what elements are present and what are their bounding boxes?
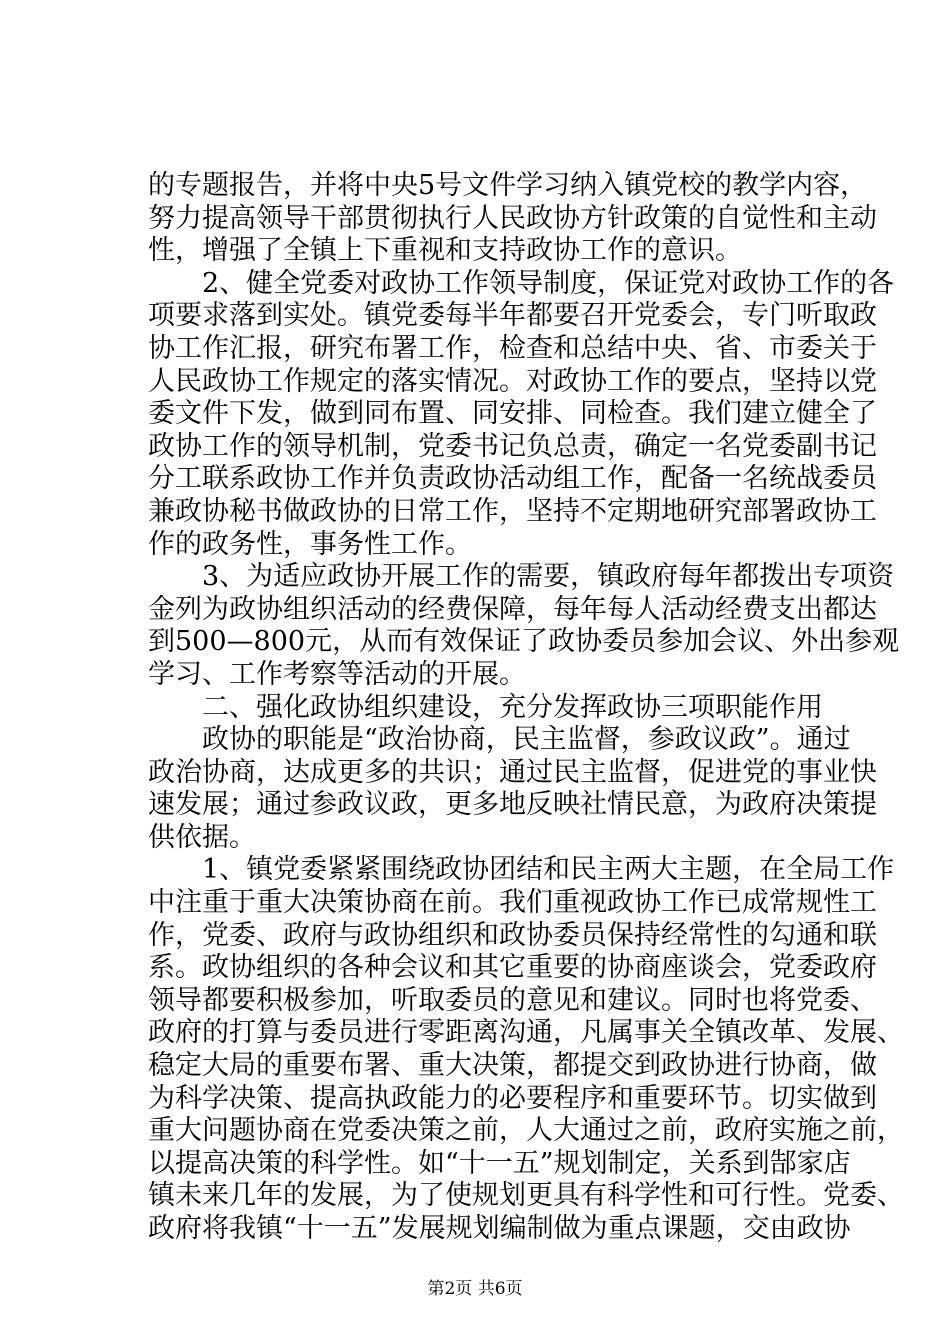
text-line: 1、镇党委紧紧围绕政协团结和民主两大主题，在全局工作 bbox=[202, 854, 895, 886]
text-line: 的专题报告，并将中央5号文件学习纳入镇党校的教学内容， bbox=[148, 170, 868, 201]
text-line: 系。政协组织的各种会议和其它重要的协商座谈会，党委政府 bbox=[148, 952, 877, 984]
text-line: 项要求落到实处。镇党委每半年都要召开党委会，专门听取政 bbox=[148, 300, 877, 332]
text-line: 3、为适应政协开展工作的需要，镇政府每年都拨出专项资 bbox=[202, 561, 895, 593]
text-line: 供依据。 bbox=[148, 821, 256, 853]
text-line: 为科学决策、提高执政能力的必要程序和重要环节。切实做到 bbox=[148, 1082, 877, 1114]
text-line: 速发展；通过参政议政，更多地反映社情民意，为政府决策提 bbox=[148, 789, 877, 821]
text-line: 稳定大局的重要布署、重大决策，都提交到政协进行协商，做 bbox=[148, 1050, 877, 1082]
text-line: 政府将我镇“十一五”发展规划编制做为重点课题，交由政协 bbox=[148, 1213, 851, 1244]
text-line: 到500—800元，从而有效保证了政协委员参加会议、外出参观 bbox=[148, 626, 900, 658]
text-line: 政治协商，达成更多的共识；通过民主监督，促进党的事业快 bbox=[148, 756, 877, 788]
text-line: 作，党委、政府与政协组织和政协委员保持经常性的勾通和联 bbox=[148, 919, 877, 951]
text-line: 中注重于重大决策协商在前。我们重视政协工作已成常规性工 bbox=[148, 887, 877, 919]
document-body bbox=[148, 170, 904, 1246]
text-line: 以提高决策的科学性。如“十一五”规划制定，关系到郜家店 bbox=[148, 1147, 851, 1179]
text-line: 重大问题协商在党委决策之前，人大通过之前，政府实施之前， bbox=[148, 1115, 904, 1147]
text-line: 作的政务性，事务性工作。 bbox=[148, 528, 472, 560]
text-line: 协工作汇报，研究布署工作，检查和总结中央、省、市委关于 bbox=[148, 332, 877, 364]
text-line: 分工联系政协工作并负责政协活动组工作，配备一名统战委员 bbox=[148, 463, 877, 495]
text-line: 二、强化政协组织建设，充分发挥政协三项职能作用 bbox=[202, 691, 823, 723]
text-line: 政协的职能是“政治协商，民主监督，参政议政”。通过 bbox=[202, 724, 851, 756]
text-line: 政协工作的领导机制，党委书记负总责，确定一名党委副书记 bbox=[148, 430, 877, 462]
text-line: 委文件下发，做到同布置、同安排、同检查。我们建立健全了 bbox=[148, 398, 877, 430]
text-line: 领导都要积极参加，听取委员的意见和建议。同时也将党委、 bbox=[148, 984, 877, 1016]
page-footer: 第2页 共6页 bbox=[427, 1279, 523, 1299]
text-line: 2、健全党委对政协工作领导制度，保证党对政协工作的各 bbox=[202, 267, 895, 299]
text-line: 人民政协工作规定的落实情况。对政协工作的要点，坚持以党 bbox=[148, 365, 877, 397]
text-line: 兼政协秘书做政协的日常工作，坚持不定期地研究部署政协工 bbox=[148, 495, 877, 527]
text-line: 金列为政协组织活动的经费保障，每年每人活动经费支出都达 bbox=[148, 593, 877, 625]
text-line: 政府的打算与委员进行零距离沟通，凡属事关全镇改革、发展、 bbox=[148, 1017, 904, 1049]
text-line: 努力提高领导干部贯彻执行人民政协方针政策的自觉性和主动 bbox=[148, 202, 877, 234]
text-line: 镇未来几年的发展，为了使规划更具有科学性和可行性。党委、 bbox=[148, 1180, 904, 1212]
text-line: 性，增强了全镇上下重视和支持政协工作的意识。 bbox=[148, 235, 742, 267]
text-line: 学习、工作考察等活动的开展。 bbox=[148, 658, 526, 690]
